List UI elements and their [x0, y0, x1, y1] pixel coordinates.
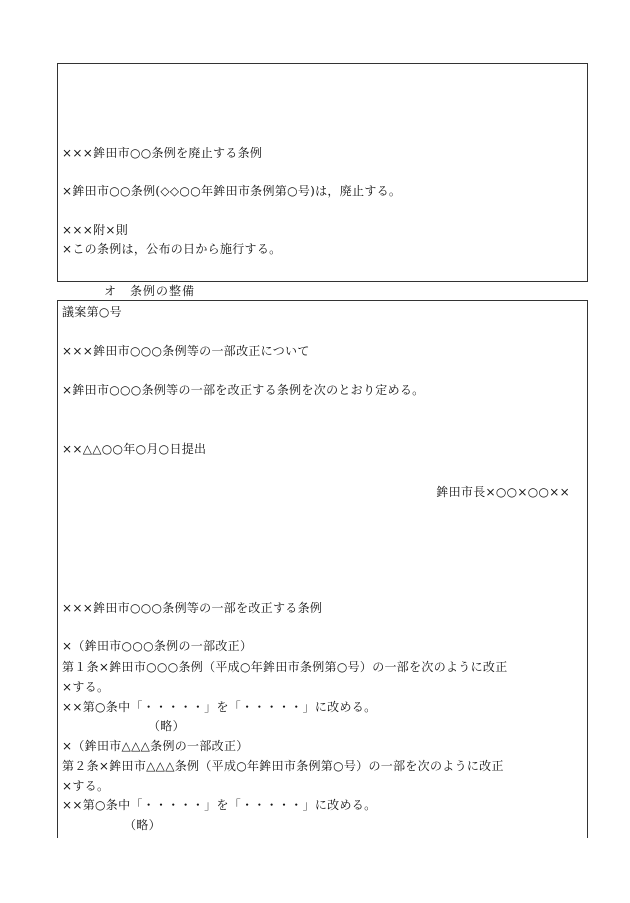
article-2-omitted: （略）	[124, 818, 161, 832]
article-2-line-1: 第２条×鉾田市△△△条例（平成○年鉾田市条例第○号）の一部を次のように改正	[62, 759, 504, 773]
supplementary-provisions-body: ×この条例は，公布の日から施行する。	[62, 242, 282, 256]
article-1-caption: ×（鉾田市○○○条例の一部改正）	[62, 639, 253, 653]
bill-body: ×鉾田市○○○条例等の一部を改正する条例を次のとおり定める。	[62, 383, 425, 397]
article-1-amendment: ××第○条中「・・・・・」を「・・・・・」に改める。	[62, 700, 377, 714]
article-2-amendment: ××第○条中「・・・・・」を「・・・・・」に改める。	[62, 798, 377, 812]
bill-title: ×××鉾田市○○○条例等の一部改正について	[62, 344, 310, 358]
repeal-ordinance-title: ×××鉾田市○○条例を廃止する条例	[62, 146, 263, 160]
article-2-caption: ×（鉾田市△△△条例の一部改正）	[62, 739, 249, 753]
article-1-line-2: ×する。	[62, 680, 110, 694]
section-heading: オ 条例の整備	[104, 284, 196, 298]
repeal-ordinance-body: ×鉾田市○○条例(◇◇○○年鉾田市条例第○号)は，廃止する。	[62, 184, 402, 198]
article-1-omitted: （略）	[148, 719, 185, 733]
article-2-line-2: ×する。	[62, 779, 110, 793]
article-1-line-1: 第１条×鉾田市○○○条例（平成○年鉾田市条例第○号）の一部を次のように改正	[62, 660, 508, 674]
supplementary-provisions-heading: ×××附×則	[62, 223, 129, 237]
mayor-signature: 鉾田市長×○○×○○××	[436, 485, 570, 499]
ordinance-title: ×××鉾田市○○○条例等の一部を改正する条例	[62, 601, 323, 615]
bill-number: 議案第○号	[62, 305, 122, 319]
submission-date: ××△△○○年○月○日提出	[62, 442, 207, 456]
